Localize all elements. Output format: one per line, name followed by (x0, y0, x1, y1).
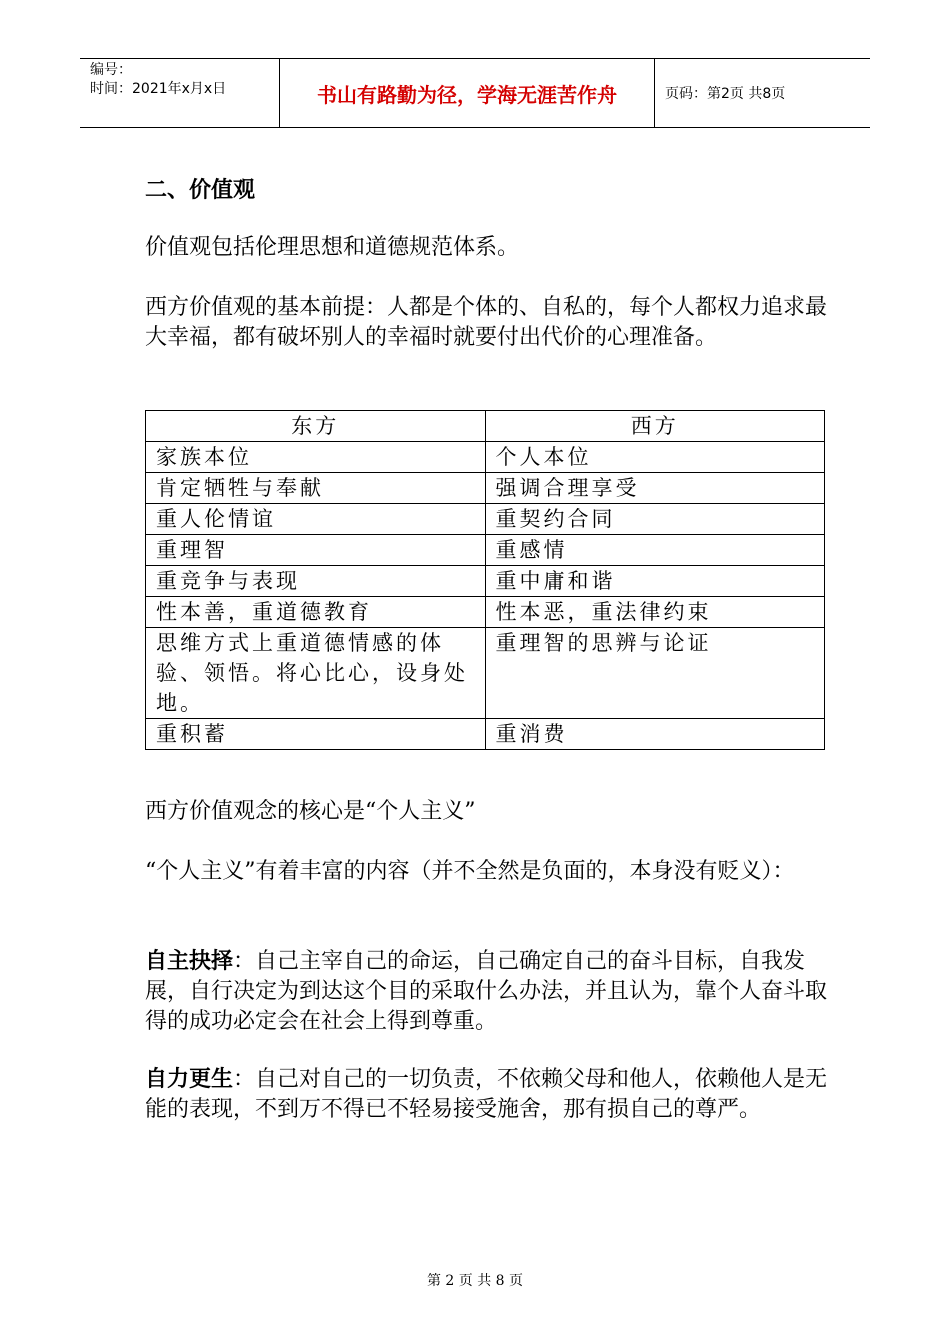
page-footer: 第 2 页 共 8 页 (426, 1273, 524, 1289)
table-cell-west: 性本恶，重法律约束 (485, 597, 825, 628)
table-cell-west: 重消费 (485, 719, 825, 750)
selfreliance-paragraph (145, 1065, 835, 1125)
table-cell-east: 重竞争与表现 (146, 566, 486, 597)
table-row (146, 442, 825, 473)
header-number-label: 编号： (90, 62, 132, 78)
table-cell-east: 性本善，重道德教育 (146, 597, 486, 628)
selfreliance-wrap (145, 1065, 835, 1125)
header-page-info: 页码：第2页 共8页 (665, 86, 786, 102)
core-wrap (145, 797, 835, 827)
table-row (146, 597, 825, 628)
premise-wrap (145, 293, 835, 353)
selfreliance-text: ：自己对自己的一切负责，不依赖父母和他人，依赖他人是无能的表现，不到万不得已不轻易接受施舍，那有损自己的尊严。 (145, 1067, 828, 1122)
table-header-row (146, 411, 825, 442)
table-cell-west: 重感情 (485, 535, 825, 566)
table-row (146, 566, 825, 597)
intro-paragraph: 价值观包括伦理思想和道德规范体系。 (145, 235, 520, 260)
autonomy-text: ：自己主宰自己的命运，自己确定自己的奋斗目标，自我发展，自行决定为到达这个目的采取什么办法，并且认为，靠个人奋斗取得的成功必定会在社会上得到尊重。 (145, 949, 828, 1034)
autonomy-term: 自主抉择 (145, 949, 234, 974)
table-row (146, 628, 825, 719)
table-cell-west: 强调合理享受 (485, 473, 825, 504)
table-cell-east: 重人伦情谊 (146, 504, 486, 535)
table-header-west: 西方 (485, 411, 825, 442)
table-cell-east: 重积蓄 (146, 719, 486, 750)
individualism-paragraph: “个人主义”有着丰富的内容（并不全然是负面的，本身没有贬义）： (145, 859, 795, 884)
table-cell-east: 肯定牺牲与奉献 (146, 473, 486, 504)
table-cell-west: 重理智的思辨与论证 (485, 628, 825, 719)
table-row (146, 719, 825, 750)
individualism-wrap (145, 857, 835, 887)
table-cell-east: 思维方式上重道德情感的体验、领悟。将心比心，设身处地。 (146, 628, 486, 719)
table-row (146, 504, 825, 535)
premise-paragraph: 西方价值观的基本前提：人都是个体的、自私的，每个人都权力追求最大幸福，都有破坏别人的幸福时就要付出代价的心理准备。 (145, 295, 828, 350)
table-cell-east: 家族本位 (146, 442, 486, 473)
intro-wrap (145, 233, 835, 263)
selfreliance-term: 自力更生 (145, 1067, 234, 1092)
table-row (146, 473, 825, 504)
comparison-table (145, 410, 825, 750)
core-statement: 西方价值观念的核心是“个人主义” (145, 799, 476, 824)
header-meta (80, 59, 280, 127)
section-heading: 二、价值观 (145, 178, 256, 203)
table-cell-west: 重契约合同 (485, 504, 825, 535)
table-cell-west: 重中庸和谐 (485, 566, 825, 597)
table-cell-west: 个人本位 (485, 442, 825, 473)
table-row (146, 535, 825, 566)
section-heading-wrap (145, 176, 835, 206)
page-header (80, 58, 870, 128)
autonomy-paragraph (145, 947, 835, 1037)
table-header-east: 东方 (146, 411, 486, 442)
header-motto: 书山有路勤为径，学海无涯苦作舟 (280, 59, 655, 127)
header-date: 时间：2021年x月x日 (90, 81, 227, 97)
autonomy-wrap (145, 947, 835, 1037)
table-cell-east: 重理智 (146, 535, 486, 566)
